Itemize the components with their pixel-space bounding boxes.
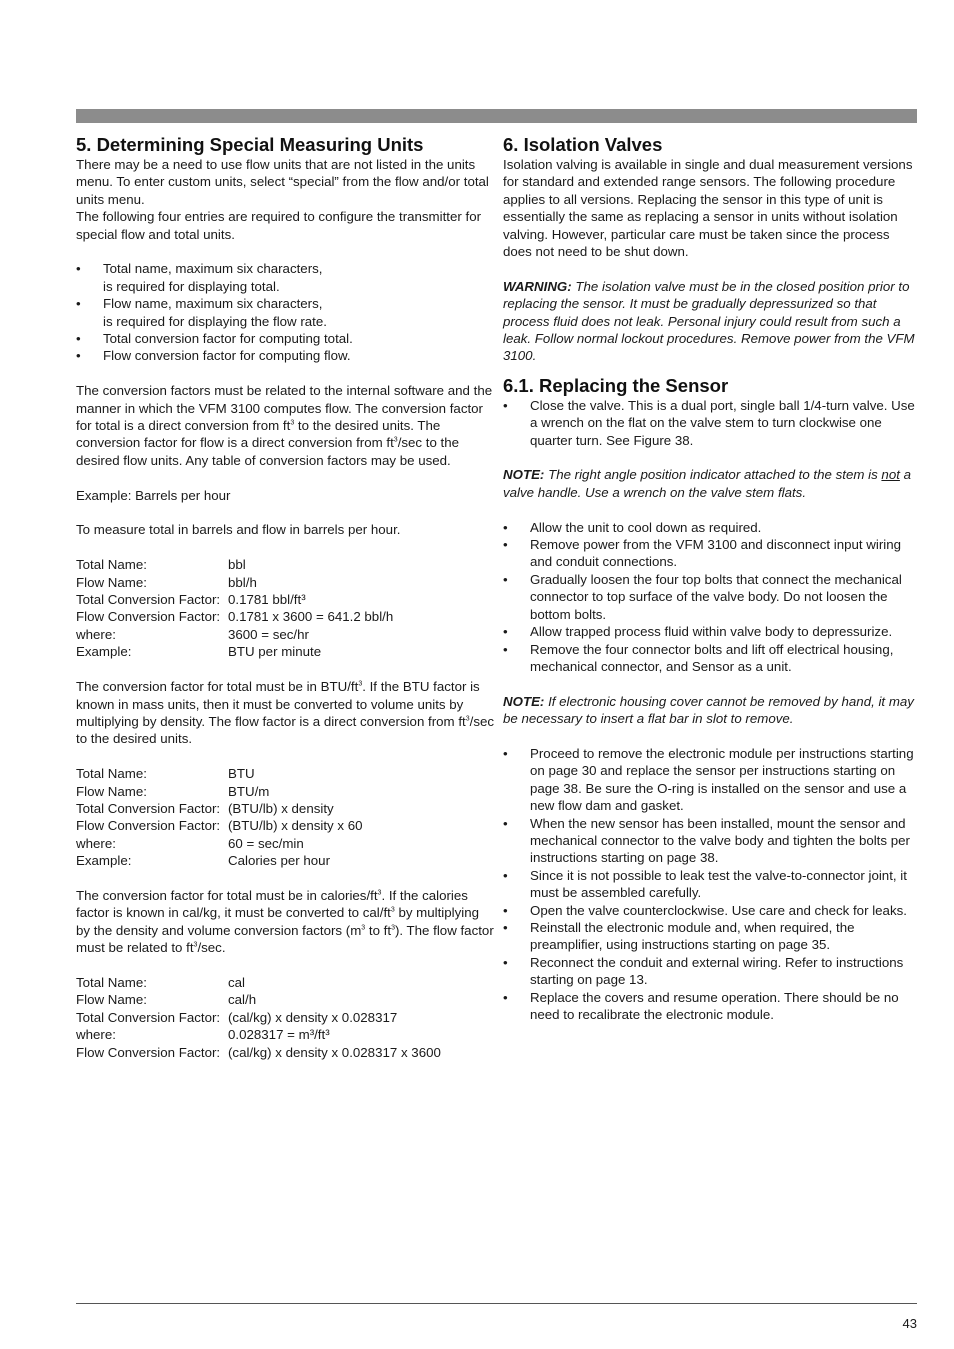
calories-paragraph: The conversion factor for total must be in calories/$ft^3$. If the calories factor is known in cal/kg, it must be converted to cal/$ft^3$ by multiplying by the density and volume conversion factors ($m^3$ to $ft^3$). The flow factor must be related to $ft^3/\sec$.: [76, 887, 494, 956]
barrels-table: [76, 556, 494, 660]
note-position-indicator: NOTE: The right angle position indicator attached to the stem is not a valve handle. Use a wrench on the valve stem flats.: [503, 467, 912, 500]
table-row: Total Conversion Factor: 0.1781 bbl/ft³: [76, 592, 306, 608]
table-row: Flow Conversion Factor: (cal/kg) x density x 0.028317 x 3600: [76, 1044, 441, 1060]
btu-table: [76, 765, 494, 869]
measure-text: To measure total in barrels and flow in barrels per hour.: [76, 522, 401, 538]
note-housing-cover: NOTE: If electronic housing cover cannot be removed by hand, it may be necessary to insert a flat bar in slot to remove.: [503, 693, 914, 727]
footer-rule: [76, 1303, 917, 1304]
isolation-intro: Isolation valving is available in single and dual measurement versions for standard and extended range sensors. The following procedure applies to all versions. Replacing the sensor in this type of unit is essentially the same as replacing a sensor in units without isolation valving. However, particular care must be taken since the process does not need to be shut down.: [503, 157, 913, 260]
list-item: • Reconnect the conduit and external wiring. Refer to instructions starting on page 13.: [503, 954, 904, 988]
list-item: • Flow name, maximum six characters, is required for displaying the flow rate.: [76, 296, 327, 329]
section-6-1-heading: 6.1. Replacing the Sensor: [503, 374, 729, 396]
list-item: • When the new sensor has been installed, mount the sensor and mechanical connector to the valve body and tighten the bolts per instructions starting on page 38.: [503, 815, 910, 866]
table-row: Total Conversion Factor: (cal/kg) x density x 0.028317: [76, 1009, 398, 1025]
table-row: where: 60 = sec/min: [76, 835, 304, 851]
list-item: • Remove power from the VFM 3100 and disconnect input wiring and conduit connections.: [503, 537, 902, 570]
section-6-heading: 6. Isolation Valves: [503, 134, 663, 155]
btu-paragraph: The conversion factor for total must be in BTU/$ft^3$. If the BTU factor is known in mass units, then it must be converted to volume units by multiplying by density. The flow factor is a direct conversion from $ft^3/\sec$ to the desired units.: [76, 679, 495, 747]
list-item: • Remove the four connector bolts and lift off electrical housing, mechanical connector, and Sensor as a unit.: [503, 641, 894, 674]
table-row: Example: BTU per minute: [76, 644, 322, 660]
list-item: • Allow trapped process fluid within valve body to depressurize.: [503, 624, 893, 640]
list-item: • Allow the unit to cool down as required.: [503, 519, 762, 535]
table-row: Example: Calories per hour: [76, 853, 330, 869]
table-row: Flow Conversion Factor: 0.1781 x 3600 = 641.2 bbl/h: [76, 609, 394, 625]
list-item: • Open the valve counterclockwise. Use care and check for leaks.: [503, 902, 907, 918]
table-row: Total Conversion Factor: (BTU/lb) x density: [76, 800, 334, 816]
list-item: • Close the valve. This is a dual port, single ball 1/4-turn valve. Use a wrench on the flat on the valve stem to turn clockwise one quarter turn. See Figure 38.: [503, 397, 915, 448]
list-item: • Flow conversion factor for computing flow.: [76, 348, 351, 364]
required-entries-list: [76, 260, 494, 364]
list-item: • Reinstall the electronic module and, when required, the preamplifier, using instructions starting on page 35.: [503, 919, 855, 953]
calories-table: [76, 974, 494, 1061]
page-number: 43: [902, 1316, 917, 1331]
left-column: [76, 134, 494, 1061]
list-item: • Total conversion factor for computing total.: [76, 331, 353, 347]
example-label: Example: Barrels per hour: [76, 487, 231, 503]
table-row: Flow Name: cal/h: [76, 992, 257, 1008]
table-row: Flow Name: bbl/h: [76, 574, 257, 590]
table-row: Flow Name: BTU/m: [76, 783, 270, 799]
table-row: where: 0.028317 = m³/ft³: [76, 1027, 330, 1043]
list-item: • Total name, maximum six characters, is required for displaying total.: [76, 261, 323, 294]
table-row: Total Name: cal: [76, 974, 245, 990]
replace-steps-list-3: [503, 745, 917, 1024]
table-row: Flow Conversion Factor: (BTU/lb) x density x 60: [76, 818, 363, 834]
conversion-paragraph: The conversion factors must be related to the internal software and the manner in which the VFM 3100 computes flow. The conversion factor for total is a direct conversion from $ft^3$ to the desired units. The conversion factor for flow is a direct conversion from $ft^3/\sec$ to the desired flow units. Any table of conversion factors may be used.: [76, 383, 493, 468]
header-bar: [76, 109, 917, 123]
list-item: • Proceed to remove the electronic module per instructions starting on page 30 and replace the sensor per instructions starting on page 38. Be sure the O-ring is installed on the sensor and use a new flow dam and gasket.: [503, 745, 914, 814]
replace-steps-list-1: [503, 397, 917, 449]
table-row: Total Name: bbl: [76, 557, 246, 573]
list-item: • Gradually loosen the four top bolts that connect the mechanical connector to top surface of the valve body. Do not loosen the bottom bolts.: [503, 571, 902, 622]
list-item: • Since it is not possible to leak test the valve-to-connector joint, it must be assembled carefully.: [503, 867, 907, 901]
replace-steps-list-2: [503, 519, 917, 676]
table-row: Total Name: BTU: [76, 766, 255, 782]
warning-note: WARNING: The isolation valve must be in the closed position prior to replacing the sensor. It must be gradually depressurized so that process fluid does not leak. Personal injury could result from such a leak. Follow normal lockout procedures. Remove power from the VFM 3100.: [503, 278, 915, 364]
intro-paragraph-2: The following four entries are required to configure the transmitter for special flow and total units.: [76, 209, 482, 242]
table-row: where: 3600 = sec/hr: [76, 626, 309, 642]
section-5-heading: 5. Determining Special Measuring Units: [76, 134, 424, 155]
intro-paragraph-1: There may be a need to use flow units that are not listed in the units menu. To enter custom units, select “special” from the flow and/or total units menu.: [76, 157, 489, 207]
right-column: [503, 134, 917, 1023]
list-item: • Replace the covers and resume operation. There should be no need to recalibrate the electronic module.: [503, 989, 899, 1023]
